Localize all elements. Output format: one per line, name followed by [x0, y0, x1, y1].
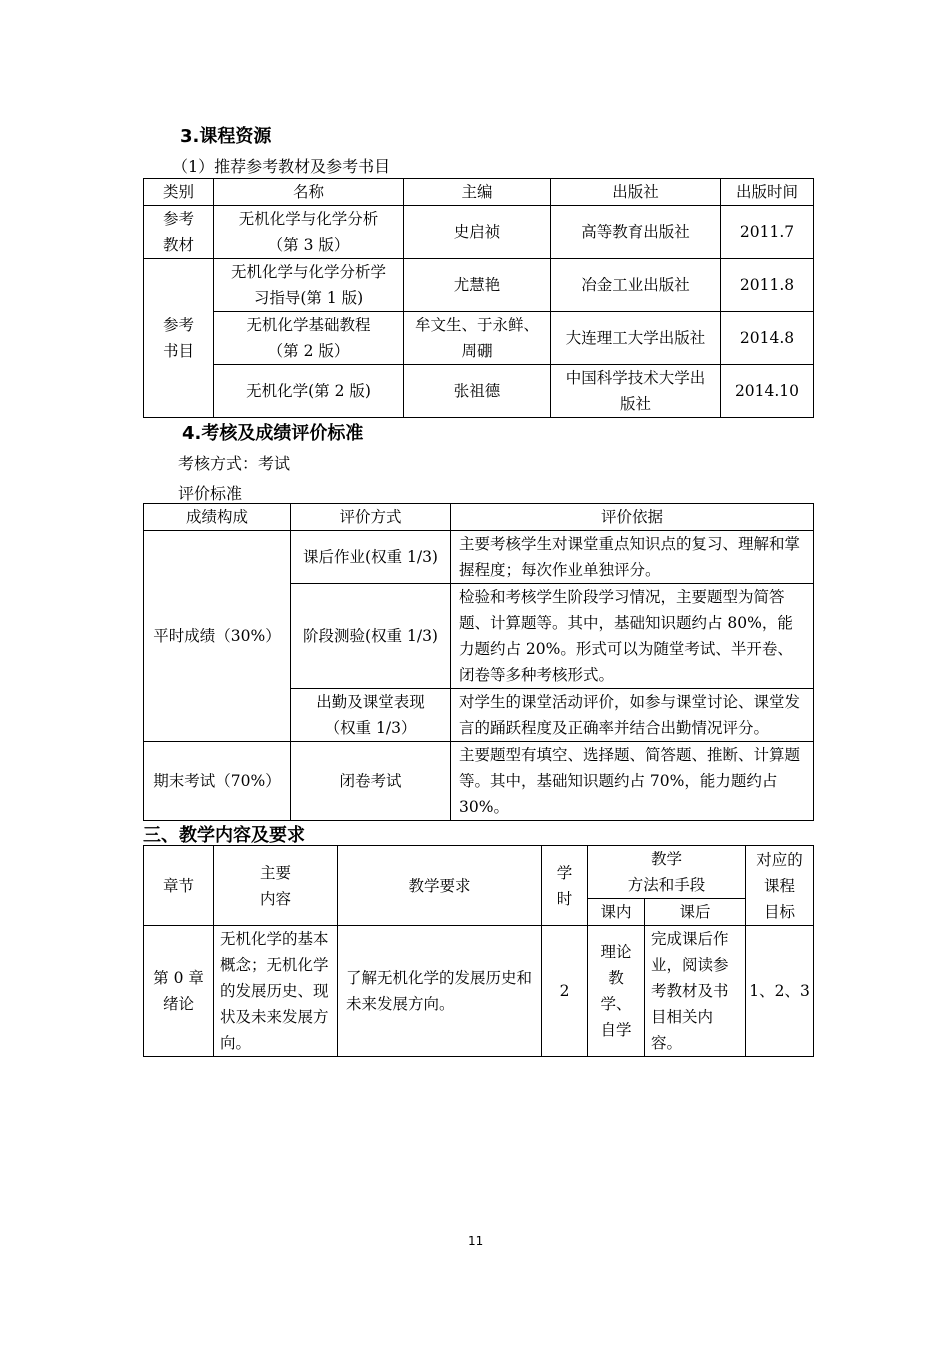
header-requirement: 教学要求 — [338, 846, 542, 926]
book-date: 2014.8 — [721, 312, 814, 365]
header-objective: 对应的 课程 目标 — [746, 846, 814, 926]
regular-grade: 平时成绩（30%） — [144, 531, 291, 742]
book-date: 2014.10 — [721, 365, 814, 418]
header-hours: 学 时 — [542, 846, 588, 926]
header-chapter: 章节 — [144, 846, 214, 926]
assessment-basis: 主要题型有填空、选择题、简答题、推断、计算题等。其中，基础知识题约占 70%，能力题约占 30%。 — [451, 742, 814, 821]
section-4-heading: 4.考核及成绩评价标准 — [182, 423, 364, 444]
table-row — [144, 365, 814, 418]
assessment-method: 闭卷考试 — [291, 742, 451, 821]
teaching-content-table — [143, 845, 814, 1057]
header-content: 主要 内容 — [214, 846, 338, 926]
assessment-table — [143, 503, 814, 821]
after-class-cell: 完成课后作业，阅读参考教材及书目相关内容。 — [645, 926, 746, 1057]
book-editor: 史启祯 — [404, 206, 551, 259]
header-method: 评价方式 — [291, 504, 451, 531]
table-row — [144, 926, 814, 1057]
final-grade: 期末考试（70%） — [144, 742, 291, 821]
book-editor: 张祖德 — [404, 365, 551, 418]
textbook-table-header — [144, 179, 814, 206]
assessment-basis: 主要考核学生对课堂重点知识点的复习、理解和掌握程度；每次作业单独评分。 — [451, 531, 814, 584]
hours-cell: 2 — [542, 926, 588, 1057]
teaching-table-header — [144, 846, 814, 899]
assessment-basis: 检验和考核学生阶段学习情况，主要题型为简答题、计算题等。其中，基础知识题约占 80%，能力题约占 20%。形式可以为随堂考试、半开卷、闭卷等多种考核形式。 — [451, 584, 814, 689]
in-class-cell: 理论 教 学、 自学 — [588, 926, 645, 1057]
criteria-label: 评价标准 — [178, 484, 243, 503]
table-row — [144, 259, 814, 312]
header-after-class: 课后 — [645, 899, 746, 926]
header-name: 名称 — [214, 179, 404, 206]
header-in-class: 课内 — [588, 899, 645, 926]
book-name: 无机化学与化学分析学 习指导(第 1 版) — [214, 259, 404, 312]
book-publisher: 大连理工大学出版社 — [551, 312, 721, 365]
section-3-heading: 3.课程资源 — [180, 126, 272, 147]
book-name: 无机化学与化学分析 （第 3 版） — [214, 206, 404, 259]
header-composition: 成绩构成 — [144, 504, 291, 531]
header-methods: 教学 方法和手段 — [588, 846, 746, 899]
book-editor: 牟文生、于永鲜、 周硼 — [404, 312, 551, 365]
table-row — [144, 206, 814, 259]
assessment-method: 阶段测验(权重 1/3) — [291, 584, 451, 689]
book-name: 无机化学基础教程 （第 2 版） — [214, 312, 404, 365]
chapter-cell: 第 0 章 绪论 — [144, 926, 214, 1057]
table-row — [144, 531, 814, 584]
assessment-basis: 对学生的课堂活动评价，如参与课堂讨论、课堂发言的踊跃程度及正确率并结合出勤情况评分。 — [451, 689, 814, 742]
exam-method: 考核方式：考试 — [178, 454, 291, 473]
assessment-method: 课后作业(权重 1/3) — [291, 531, 451, 584]
header-date: 出版时间 — [721, 179, 814, 206]
header-editor: 主编 — [404, 179, 551, 206]
table-row — [144, 312, 814, 365]
header-basis: 评价依据 — [451, 504, 814, 531]
objective-cell: 1、2、3 — [746, 926, 814, 1057]
content-cell: 无机化学的基本概念；无机化学的发展历史、现状及未来发展方向。 — [214, 926, 338, 1057]
header-publisher: 出版社 — [551, 179, 721, 206]
section-3-subheading: （1）推荐参考教材及参考书目 — [172, 157, 391, 176]
book-date: 2011.8 — [721, 259, 814, 312]
category-refbooks: 参考 书目 — [144, 259, 214, 418]
header-category: 类别 — [144, 179, 214, 206]
requirement-cell: 了解无机化学的发展历史和未来发展方向。 — [338, 926, 542, 1057]
assessment-table-header — [144, 504, 814, 531]
page-number: 11 — [468, 1234, 484, 1248]
section-three-heading: 三、教学内容及要求 — [143, 825, 305, 846]
book-editor: 尤慧艳 — [404, 259, 551, 312]
book-date: 2011.7 — [721, 206, 814, 259]
category-textbook: 参考 教材 — [144, 206, 214, 259]
book-publisher: 中国科学技术大学出 版社 — [551, 365, 721, 418]
table-row — [144, 742, 814, 821]
book-name: 无机化学(第 2 版) — [214, 365, 404, 418]
assessment-method: 出勤及课堂表现 （权重 1/3） — [291, 689, 451, 742]
book-publisher: 冶金工业出版社 — [551, 259, 721, 312]
textbook-table — [143, 178, 814, 418]
book-publisher: 高等教育出版社 — [551, 206, 721, 259]
